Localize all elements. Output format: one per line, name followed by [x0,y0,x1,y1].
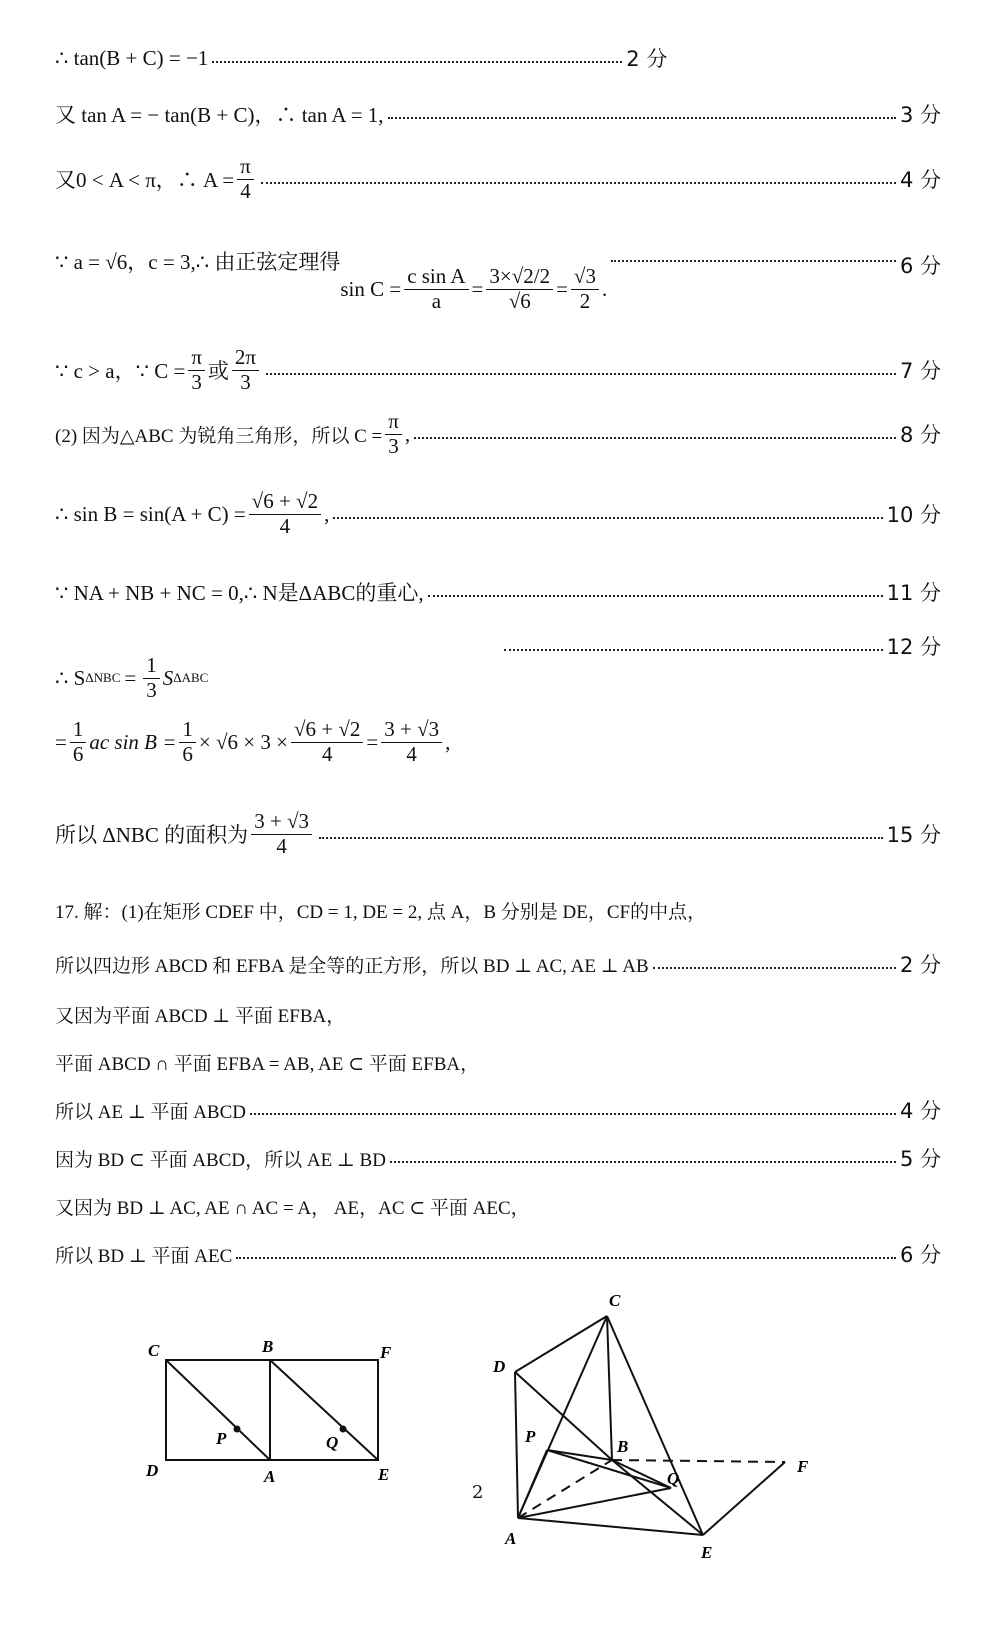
numerator: 3 + √3 [251,810,312,834]
segment-db [515,1372,612,1460]
label-q: Q [667,1469,680,1488]
equation: (2) 因为△ABC 为锐角三角形，所以 C = [55,425,383,447]
solution-line-10 [55,648,941,708]
denominator: 6 [182,741,193,766]
solution-line-8 [55,572,941,612]
equals: = [366,729,379,754]
dot-leader [390,1161,896,1163]
numerator: 3×√2/2 [486,265,553,289]
dot-leader [212,61,622,63]
segment-ef [703,1462,785,1535]
denominator: 3 [191,369,202,394]
label-p: P [525,1427,536,1446]
fraction [291,718,363,765]
solution-line-13 [55,890,941,930]
numerator: 2π [232,346,259,370]
point-q [340,1426,347,1433]
dot-leader [250,1113,896,1115]
or-text: 或 [207,359,229,383]
dot-leader [266,373,896,375]
segment-ap [518,1450,547,1518]
fraction [385,410,402,457]
fraction [249,490,321,537]
equation: ∵ NA + NB + NC = 0,∴ N是ΔABC的重心, [55,581,424,605]
solution-line-14 [55,944,941,984]
problem-statement: 17. 解：(1)在矩形 CDEF 中，CD = 1, DE = 2, 点 A，B 分别是 DE，CF的中点， [55,901,707,923]
fraction [232,346,259,393]
fraction [251,810,312,857]
segment-ce [607,1316,703,1535]
fraction [404,265,468,312]
denominator: a [431,288,442,313]
denominator: 6 [72,741,84,766]
score: 12 分 [886,635,941,659]
fraction [179,718,196,765]
fraction [486,265,553,312]
score: 15 分 [886,823,941,847]
score: 4 分 [899,168,941,192]
label-e: E [701,1543,713,1562]
numerator: 1 [179,718,196,742]
label-b: B [262,1337,274,1356]
equation: 又因为平面 ABCD ⊥ 平面 EFBA， [55,1005,346,1027]
subscript: ΔNBC [85,670,121,685]
denominator: 2 [579,288,591,313]
figure-rectangle-cdef [140,1330,410,1500]
solution-line-16 [55,1042,941,1082]
equation: 平面 ABCD ∩ 平面 EFBA = AB, AE ⊂ 平面 EFBA， [55,1053,480,1075]
segment-da [515,1372,518,1518]
denominator: √6 [508,288,531,313]
denominator: 4 [240,178,251,203]
dot-leader [236,1257,896,1259]
segment-aq [518,1488,671,1518]
solution-line-15 [55,994,941,1034]
label-f: F [797,1457,809,1476]
comma: , [445,729,451,754]
solution-line-17 [55,1090,941,1130]
score: 3 分 [899,103,941,127]
equation: 又因为 BD ⊥ AC, AE ∩ AC = A， AE，AC ⊂ 平面 AEC， [55,1197,530,1219]
equation: 所以四边形 ABCD 和 EFBA 是全等的正方形，所以 BD ⊥ AC, AE ⊥ AB [55,955,649,977]
dot-leader [414,437,896,439]
dot-leader [611,260,896,262]
solution-line-5 [55,344,941,396]
term: × √6 × 3 × [198,729,288,754]
score: 7 分 [899,359,941,383]
numerator: π [188,346,205,370]
dot-leader [333,517,882,519]
label-f: F [380,1343,392,1362]
solution-line-3 [55,153,941,205]
denominator: 3 [240,369,251,394]
score: 5 分 [899,1147,941,1171]
numerator: 3 + √3 [381,718,442,742]
page-number: 2 [472,1482,484,1503]
numerator: √6 + √2 [291,718,363,742]
sin-c: sin C = [340,276,402,301]
s-symbol: S [162,665,174,690]
label-a: A [264,1467,276,1486]
equation: ∴ tan(B + C) = −1 [55,45,209,70]
denominator: 3 [146,677,157,702]
segment-cb [607,1316,612,1460]
fraction [237,155,254,202]
equation: ∵ a = √6，c = 3,∴ 由正弦定理得 [55,250,341,274]
segment-cd [515,1316,607,1372]
fraction [143,654,160,701]
label-a: A [505,1529,517,1548]
fraction [188,346,205,393]
label-b: B [617,1437,629,1456]
solution-line-1 [55,38,941,78]
equation: ∴ sin B = sin(A + C) = [55,501,246,526]
score: 2 分 [626,47,668,71]
denominator: 4 [406,741,417,766]
solution-line-2 [55,94,941,134]
label-e: E [378,1465,390,1484]
solution-line-12 [55,806,941,862]
solution-line-7: ∴ sin B = sin(A + C) = $\frac{√6 + √2}{4}$ , 10 分 [55,489,941,538]
equation: 所以 AE ⊥ 平面 ABCD [55,1101,246,1123]
numerator: c sin A [404,265,468,289]
score: 2 分 [899,953,941,977]
segment-ae [518,1518,703,1535]
fraction [381,718,442,765]
numerator: 1 [143,654,160,678]
dot-leader [319,837,883,839]
solution-line-11 [55,712,941,772]
equation: 所以 BD ⊥ 平面 AEC [55,1245,233,1267]
denominator: 4 [279,513,291,538]
term: ac sin B = [89,729,177,754]
score: 8 分 [899,423,941,447]
dot-leader [388,117,896,119]
rectangle-cdef [166,1360,378,1460]
dot-leader [653,967,896,969]
numerator: √6 + √2 [249,490,321,514]
dot-leader [261,182,896,184]
figure-folded-solid [485,1290,825,1590]
label-c: C [609,1291,621,1310]
label-c: C [148,1341,160,1360]
score: 11 分 [886,581,941,605]
equation: ∵ c > a，∵ C = [55,359,186,383]
numerator: π [237,155,254,179]
equation: 又 tan A = − tan(B + C)，∴ tan A = 1, [55,103,384,127]
score: 6 分 [899,1243,941,1267]
solution-line-4: ∵ a = √6，c = 3,∴ 由正弦定理得 sin C = $\frac{\text{c sin A}}{a}$ = $\frac{3\times√2/2}{√6}$ = $\frac{√3}{2}$ . 6 分 [55,228,941,318]
equation: 所以 ΔNBC 的面积为 [55,823,249,847]
denominator: 4 [276,833,287,858]
label-d: D [493,1357,506,1376]
label-p: P [216,1429,227,1448]
score: 10 分 [886,503,941,527]
segment-be [270,1360,378,1460]
label-q: Q [326,1433,339,1452]
subscript: ΔABC [173,670,209,685]
segment-bf-dashed [612,1460,785,1462]
solution-line-18 [55,1138,941,1178]
solution-line-19 [55,1186,941,1226]
solution-line-20 [55,1234,941,1274]
numerator: 1 [70,718,87,742]
score: 4 分 [899,1099,941,1123]
denominator: 3 [388,433,399,458]
equation: 又0 < A < π，∴ A = [55,168,235,192]
numerator: √3 [571,265,599,289]
equation: 因为 BD ⊂ 平面 ABCD，所以 AE ⊥ BD [55,1149,386,1171]
numerator: π [385,410,402,434]
equals: = [55,729,67,754]
solution-line-6: (2) 因为△ABC 为锐角三角形，所以 C = $\frac{\pi}{3}$ , 8 分 [55,409,941,458]
dot-leader [428,595,883,597]
fraction [571,265,599,312]
fraction [70,718,87,765]
denominator: 4 [321,741,333,766]
segment-pq [547,1450,671,1488]
point-p [234,1426,241,1433]
label-d: D [146,1461,159,1480]
s-symbol: ∴ S [55,665,86,690]
score: 6 分 [899,254,941,278]
equals: = [124,665,137,690]
